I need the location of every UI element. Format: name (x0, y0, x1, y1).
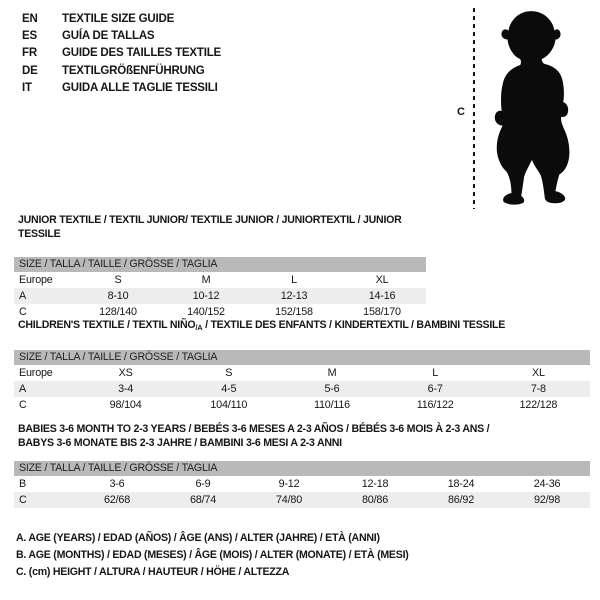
size-header-bar: SIZE / TALLA / TAILLE / GRÖSSE / TAGLIA (14, 461, 590, 476)
size-cell: S (114, 274, 122, 286)
table-row (14, 381, 590, 397)
table-row (14, 397, 590, 413)
size-cell: 158/170 (363, 306, 401, 318)
table-row (14, 272, 426, 288)
size-cell: XL (375, 274, 389, 286)
size-cell: 98/104 (109, 398, 142, 411)
row-label: A (19, 290, 27, 302)
size-cell: 74/80 (275, 494, 303, 506)
children-table-title (14, 319, 590, 335)
language-code: DE (22, 64, 38, 77)
size-cell: 12-18 (361, 478, 389, 490)
babies-textile-section (14, 423, 590, 508)
size-cell: 62/68 (103, 494, 131, 506)
row-label: A (19, 382, 27, 395)
table-row (14, 288, 426, 304)
language-row-it (22, 79, 221, 96)
height-measure-label: C (457, 106, 465, 118)
size-cell: 24-36 (533, 478, 561, 490)
language-code: EN (22, 12, 38, 25)
size-cell: XL (531, 366, 545, 379)
size-cell: L (291, 274, 297, 286)
size-cell: 152/158 (275, 306, 313, 318)
row-label: C (19, 306, 27, 318)
row-label: Europe (19, 274, 53, 286)
table-row (14, 476, 590, 492)
language-label: TEXTILE SIZE GUIDE (62, 12, 175, 25)
babies-size-table (14, 476, 590, 508)
toddler-silhouette-figure (486, 8, 576, 208)
size-cell: 6-7 (427, 382, 443, 395)
language-label: TEXTILGRÖßENFÜHRUNG (62, 64, 205, 77)
language-row-es (22, 27, 221, 44)
junior-table-title (14, 214, 426, 241)
legend-age-months: B. AGE (MONTHS) / EDAD (MESES) / ÂGE (MOIS) / ALTER (MONATE) / ETÀ (MESI) (16, 549, 409, 562)
size-cell: 18-24 (447, 478, 475, 490)
language-list (22, 10, 221, 96)
language-label: GUIDA ALLE TAGLIE TESSILI (62, 81, 218, 94)
table-title-line: BABIES 3-6 MONTH TO 2-3 YEARS / BEBÉS 3-6 MESES A 2-3 AÑOS / BÉBÉS 3-6 MOIS À 2-3 ANS / (18, 423, 490, 435)
row-label: Europe (19, 366, 53, 379)
size-cell: 104/110 (210, 398, 248, 411)
size-cell: 7-8 (530, 382, 546, 395)
size-header-bar: SIZE / TALLA / TAILLE / GRÖSSE / TAGLIA (14, 257, 426, 272)
size-cell: M (327, 366, 337, 379)
table-title-line: BABYS 3-6 MONATE BIS 2-3 JAHRE / BAMBINI 3-6 MESI A 2-3 ANNI (18, 436, 342, 449)
size-cell: 92/98 (533, 494, 561, 506)
language-label: GUIDE DES TAILLES TEXTILE (62, 47, 221, 60)
table-title-line: CHILDREN'S TEXTILE / TEXTIL $NIÑO_{/A}$ / TEXTILE DES ENFANTS / KINDERTEXTIL / BAMBINI TESSILE (18, 319, 506, 332)
size-cell: 110/116 (313, 398, 350, 411)
language-row-de (22, 62, 221, 79)
size-cell: XS (118, 366, 133, 379)
size-cell: 4-5 (221, 382, 237, 395)
language-row-en (22, 10, 221, 27)
language-label: GUÍA DE TALLAS (62, 29, 155, 42)
language-code: ES (22, 29, 37, 42)
size-cell: 86/92 (447, 494, 475, 506)
junior-size-table (14, 272, 426, 320)
size-cell: 9-12 (278, 478, 300, 490)
size-cell: 10-12 (192, 290, 220, 302)
legend-height-cm: C. (cm) HEIGHT / ALTURA / HAUTEUR / HÖHE / ALTEZZA (16, 566, 290, 579)
size-cell: M (201, 274, 211, 286)
children-size-table (14, 365, 590, 413)
size-header-bar: SIZE / TALLA / TAILLE / GRÖSSE / TAGLIA (14, 350, 590, 365)
language-row-fr (22, 45, 221, 62)
size-cell: 3-6 (109, 478, 125, 490)
size-cell: 3-4 (118, 382, 134, 395)
row-label: C (19, 398, 27, 411)
size-cell: 116/122 (416, 398, 454, 411)
size-cell: 140/152 (187, 306, 225, 318)
legend-age-years: A. AGE (YEARS) / EDAD (AÑOS) / ÂGE (ANS) / ALTER (JAHRE) / ETÀ (ANNI) (16, 532, 380, 544)
size-cell: 68/74 (189, 494, 217, 506)
size-cell: 12-13 (280, 290, 308, 302)
row-label: B (19, 478, 27, 490)
table-row (14, 304, 426, 320)
size-cell: 6-9 (195, 478, 211, 490)
table-row (14, 365, 590, 381)
size-cell: L (432, 366, 439, 379)
language-code: IT (22, 81, 32, 94)
size-cell: 122/128 (519, 398, 558, 411)
measurement-legend (16, 530, 409, 582)
babies-table-title (14, 423, 590, 450)
size-cell: 14-16 (368, 290, 396, 302)
table-title-line: JUNIOR TEXTILE / TEXTIL JUNIOR/ TEXTILE JUNIOR / JUNIORTEXTIL / JUNIOR TESSILE (18, 214, 402, 240)
language-code: FR (22, 47, 37, 60)
size-cell: S (225, 366, 233, 379)
size-cell: 5-6 (324, 382, 340, 395)
junior-textile-section (14, 214, 426, 320)
size-cell: 80/86 (361, 494, 389, 506)
size-cell: 128/140 (99, 306, 137, 318)
children-textile-section (14, 319, 590, 413)
height-measure-dashed-line (473, 8, 475, 209)
size-cell: 8-10 (107, 290, 129, 302)
row-label: C (19, 494, 27, 506)
table-row (14, 492, 590, 508)
